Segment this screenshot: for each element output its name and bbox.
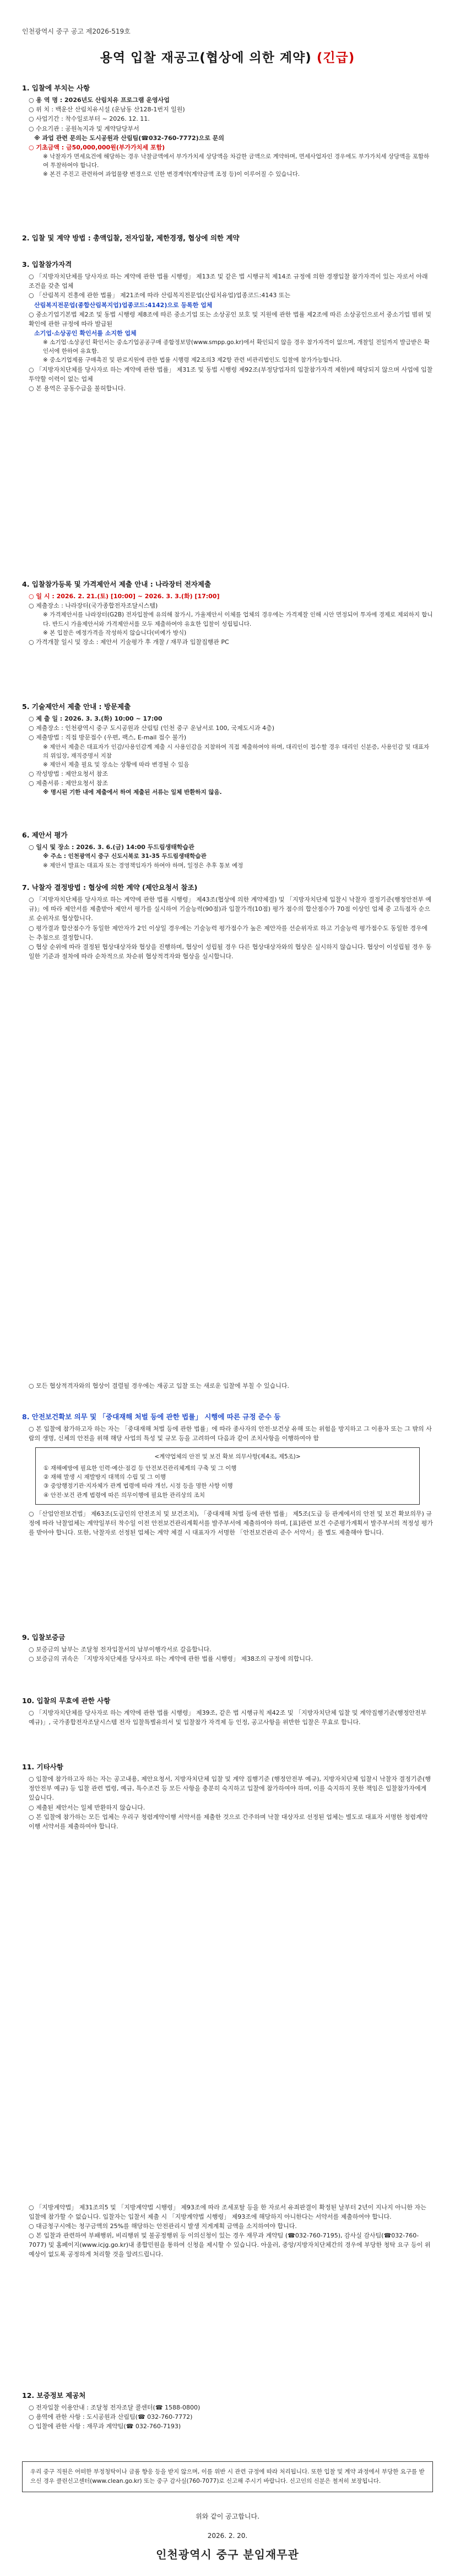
section-etc-continued (22, 2203, 433, 2259)
writing-method: ○ 작성방법 : 제안요청서 참조 (29, 770, 109, 778)
eligibility-6: ○ 「지방자치단체를 당사자로 하는 계약에 관한 법률」 제31조 및 동법 시행령 제92조(부정당업자의 입찰참가자격 제한)에 해당되지 않으며 사업에 입찰 투약할 이력이 없는 업체 (29, 366, 433, 383)
notice-date: 2026. 2. 20. (207, 2532, 248, 2540)
section-heading: 10. 입찰의 무효에 관한 사항 (22, 1697, 111, 1705)
service-period: ○ 사업기간 : 착수일로부터 ~ 2026. 12. 11. (29, 115, 150, 123)
section-technical-proposal (22, 701, 433, 797)
closing-statement: 위와 같이 공고합니다. (196, 2513, 259, 2520)
section-award-continued (22, 1381, 433, 1391)
submission-date: ○ 제 출 일 : 2026. 3. 3.(화) 10:00 ~ 17:00 (29, 715, 162, 723)
inquiry-contact: ※ 과업 관련 문의는 도시공원과 산림팀(☎032-760-7772)으로 문의 (34, 134, 224, 142)
etc-4: ○ 「지방계약법」 제31조의5 및 「지방계약법 시행령」 제93조에 따라 조세포탈 등을 한 자로서 유죄판결이 확정된 날부터 2년이 지나지 아니한 자는 입찰에 참가할 수 없습니다. 입찰자는 입찰서 제출 시 「지방계약법 시행령」 제93조에 해당하지 아니한다는 서약서를 제출하여야 합니다. (29, 2204, 426, 2221)
deposit-2: ○ 보증금의 귀속은 「지방자치단체를 당사자로 하는 계약에 관한 법률 시행령」 제38조의 규정에 의합니다. (29, 1655, 313, 1663)
section-eligibility (22, 259, 433, 393)
submission-method: ○ 제출방법 : 직접 방문접수 (우편, 팩스, E-mail 접수 불가) (29, 734, 187, 742)
eligibility-2: ○ 「산림복지 진흥에 관한 법률」 제21조에 따라 산림복지전문업(산림치유업)업종코드:4143 또는 (29, 292, 291, 299)
invalid-1: ○ 「지방자치단체를 당사자로 하는 계약에 관한 법률 시행령」 제39조, 같은 법 시행규칙 제42조 및 「지방자치단체 입찰 및 계약집행기준(행정안전부 예규)」, 국가종합전자조달시스템 전자 입찰특별유의서 및 입찰참가 자격제 등 인정, 공고사항을 위반한 입찰은 무효로 합니다. (29, 1709, 427, 1726)
eligibility-5: 소기업·소상공인 확인서를 소지한 업체 (34, 329, 137, 337)
registration-note-2: ※ 본 입찰은 예정가격을 작성하지 않습니다(비예가 방식) (43, 630, 187, 636)
eligibility-1: ○ 「지방자치단체를 당사자로 하는 계약에 관한 법률 시행령」 제13조 및 같은 법 시행규칙 제14조 규정에 의한 경쟁입찰 참가자격이 있는 자로서 아래 조건을 갖춘 업체 (29, 273, 428, 290)
section-heading: 7. 낙찰자 결정방법 : 협상에 의한 계약 (제안요청서 참조) (22, 883, 198, 892)
etc-3: ○ 본 입찰에 참가하는 모든 업체는 우리구 청렴계약이행 서약서를 제출한 것으로 간주하며 낙찰 대상자로 선정된 업체는 별도로 대표자 서명한 청렴계약이행 서약서를 제출하여야 합니다. (29, 1813, 428, 1830)
change-note: ※ 본건 주진고 관련하여 과업물량 변경으로 인한 변경계약(계약금액 조정 등)이 이루어질 수 있습니다. (43, 171, 300, 178)
issuer-name: 인천광역시 중구 분임재무관 (156, 2548, 299, 2561)
section-invalid (22, 1695, 433, 1727)
section-safety (22, 1412, 433, 1537)
evaluation-address: ※ 주소 : 인천광역시 중구 신도시북로 31-35 두드림생태학습관 (43, 853, 207, 860)
safety-duty-4: ④ 안전·보건 관계 법령에 따른 의무이행에 필요한 관리상의 조치 (44, 1491, 205, 1499)
safety-duty-1: ① 재해예방에 필요한 인력·예산·점검 등 안전보건관리체계의 구축 및 그 이행 (44, 1464, 237, 1472)
section-heading: 12. 보증정보 제공처 (22, 2391, 86, 2400)
section-heading: 8. 안전보건확보 의무 및 「중대재해 처벌 등에 관한 법률」 시행에 따른 규정 준수 등 (22, 1413, 281, 1421)
evaluation-schedule: ○ 일시 및 장소 : 2026. 3. 6.(금) 14:00 두드림생태학습관 (29, 844, 194, 851)
section-registration (22, 579, 433, 647)
registration-period: ○ 일 시 : 2026. 2. 21.(토) [10:00] ~ 2026. 3. 3.(화) [17:00] (29, 593, 220, 600)
registration-place: ○ 제출장소 : 나라장터(국가종합전자조달시스템) (29, 602, 158, 610)
safety-1: ○ 본 입찰에 참가하고자 하는 자는 「중대재해 처벌 등에 관한 법률」에 따라 종사자의 안전·보건상 유해 또는 위험을 방지하고 그 이용자 또는 그 밖의 사람의 생명, 신체의 안전을 위해 해당 사업의 특성 및 규모 등을 고려하여 다음과 같이 조치사항을 이행하여야 함 (29, 1425, 432, 1442)
service-location: ○ 위 치 : 백운산 산림치유시설 (운남동 산128-1번지 일원) (29, 106, 185, 114)
safety-duties-box (35, 1447, 420, 1504)
eligibility-4: ○ 중소기업기본법 제2조 및 동법 시행령 제8조에 따른 중소기업 또는 소상공인 보호 및 지원에 관한 법률 제2조에 따른 소상공인으로서 중소기업 범위 및 확인에 관한 규정에 따라 발급된 (29, 310, 431, 328)
section-etc (22, 1762, 433, 1831)
price-opening: ○ 가격개찰 일시 및 장소 : 제안서 기술평가 후 개찰 / 재무과 입찰집행관 PC (29, 638, 229, 646)
etc-1: ○ 입찰에 참가하고자 하는 자는 공고내용, 제안요청서, 지방자치단체 입찰 및 계약 집행기준 (행정안전부 예규), 지방자치단체 입찰시 낙찰자 결정기준(행정안전부 예규) 등 입찰 관련 법령, 예규, 특수조건 등 모든 사항을 충분히 숙지하고 입찰에 참가하여야 하며, 이를 숙지하지 못한 책임은 입찰참가자에게 있습니다. (29, 1775, 431, 1802)
demand-dept: ○ 수요기관 : 공원녹지과 및 계약담당부서 (29, 125, 139, 132)
etc-2: ○ 제출된 제안서는 일체 반환하지 않습니다. (29, 1804, 145, 1811)
section-heading: 5. 기술제안서 제출 안내 : 방문제출 (22, 702, 131, 711)
award-1: ○ 「지방자치단체를 당사자로 하는 계약에 관한 법률 시행령」 제43조(협상에 의한 계약체결) 및 「지방자치단체 입찰시 낙찰자 결정기준(행정안전부 예규)」에 따라 제안서를 제출받아 제안서 평가를 실시하여 기술능력(90점)과 입찰가격(10점) 평가 점수의 합산점수가 70점 이상인 업체 중 고득점자 순으로 순위자로 협상합니다. (29, 896, 432, 922)
submission-place: ○ 제출장소 : 인천광역시 중구 도시공원과 산림팀 (인천 중구 운남서로 100, 국제도시과 4층) (29, 724, 274, 732)
urgent-tag: (긴급) (316, 51, 355, 65)
section-evaluation (22, 830, 433, 870)
eligibility-7: ○ 본 용역은 공동수급을 불허합니다. (29, 384, 126, 392)
page-title (0, 49, 455, 68)
submission-note-3: ※ 명시된 기한 내에 제출에서 하여 제출된 서류는 일체 반환하지 않음. (43, 789, 222, 796)
section-heading: 4. 입찰참가등록 및 가격제안서 제출 안내 : 나라장터 전자제출 (22, 580, 212, 588)
etc-6: ○ 본 입찰과 관련하여 부패행위, 비리행위 및 불공정행위 등 이의신청이 있는 경우 재무과 계약팀 (☎032-760-7195), 감사실 감사팀(☎032-760-7077) 및 홈페이지(www.icjg.go.kr)내 종합민원을 통하여 신청을 제시할 수 있습니다. 아울러, 중앙/지방자치단체간의 경우에 부당한 청탁 요구 등이 위 예상이 없도록 공정하게 처리할 것을 알려드립니다. (29, 2232, 431, 2258)
submission-docs: ○ 제출서류 : 제안요청서 참조 (29, 780, 109, 787)
section-heading: 9. 입찰보증금 (22, 1633, 66, 1641)
submission-note-2: ※ 제안서 제출 필요 및 장소는 상황에 따라 변경될 수 있음 (43, 761, 189, 769)
section-heading: 6. 제안서 평가 (22, 831, 68, 839)
award-2: ○ 평가결과 합산점수가 동일한 제안자가 2인 이상일 경우에는 기술능력 평가점수가 높은 제안자를 선순위자로 하고 기술능력 평가점수도 동일한 경우에는 추첨으로 결정합니다. (29, 924, 428, 941)
deposit-1: ○ 보증금의 납부는 조달청 전자입찰서의 납부이행각서로 갈음합니다. (29, 1646, 212, 1654)
integrity-notice-box (22, 2461, 433, 2492)
section-deposit (22, 1632, 433, 1663)
contact-service: ○ 용역에 관한 사항 : 도시공원과 산림팀(☎ 032-760-7772) (29, 2413, 193, 2421)
contact-g2b: ○ 전자입찰 이용안내 : 조달청 전자조달 콜센터(☎ 1588-0800) (29, 2404, 201, 2412)
award-4: ○ 모든 협상적격자와의 협상이 결렬될 경우에는 재공고 입찰 또는 새로운 입찰에 부칠 수 있습니다. (29, 1382, 289, 1389)
base-price: ○ 기초금액 : 금50,000,000원(부가가치세 포함) (29, 143, 165, 151)
safety-duty-3: ③ 중앙행정기관·지자체가 관계 법령에 따라 개선, 시정 등을 명한 사항 이행 (44, 1483, 233, 1490)
submission-note-1: ※ 제안서 제출은 대표자가 인감/사용인감계 제출 시 사용인감을 지참하여 직접 제출하여야 하며, 대리인이 접수할 경우 대리인 신분증, 사용인감 및 대표자의 위임장, 재직증명서 지참 (43, 743, 430, 759)
section-heading: 11. 기타사항 (22, 1763, 63, 1771)
title-main: 용역 입찰 재공고(협상에 의한 계약) (100, 51, 312, 65)
evaluation-note: ※ 제안서 발표는 대표자 또는 경영책임자가 하여야 하며, 일정은 추후 통보 예정 (43, 862, 243, 869)
section-heading: 3. 입찰참가자격 (22, 260, 72, 269)
eligibility-3: 산림복지전문업(종합산림복지업)업종코드:4142)으로 등록한 업체 (34, 301, 213, 309)
section-heading: 1. 입찰에 부치는 사항 (22, 84, 90, 92)
safety-box-title: <계약업체의 안전 및 보건 확보 의무사항(제4조, 제5조)> (154, 1453, 301, 1461)
vat-note: ※ 낙찰자가 면세요건에 해당하는 경우 낙찰금액에서 부가가치세 상당액을 차감한 금액으로 계약하며, 면세사업자인 경우에도 부가가치세 상당액을 포함하여 투찰하여야 합니다. (43, 153, 430, 169)
safety-duty-2: ② 재해 발생 시 재발방지 대책의 수립 및 그 이행 (44, 1474, 166, 1480)
section-heading: 2. 입찰 및 계약 방법 : 총액입찰, 전자입찰, 제한경쟁, 협상에 의한 계약 (22, 234, 240, 242)
integrity-notice-text: 우리 중구 직원은 어떠한 부정청탁이나 금품 향응 등을 받지 않으며, 이를 위반 시 관련 규정에 따라 처리됩니다. 또한 입찰 및 계약 과정에서 부당한 요구를 받으신 경우 클린신고센터(www.clean.go.kr) 또는 중구 감사실(760-7077)로 신고해 주시기 바랍니다. 신고인의 신분은 철저히 보장됩니다. (30, 2468, 425, 2484)
document-number: 인천광역시 중구 공고 제2026-519호 (22, 28, 131, 35)
registration-note-1: ※ 가격제안서를 나라장터(G2B) 전자입찰에 유의해 참가시, 가율제안서 이체를 업체의 경우에는 가격제잘 인해 시안 면정되어 투자에 경제로 제외하지 합니다. 반드시 가율제안서와 가격제안서를 모두 제출하여야 유효한 입찰이 성립됩니다. (43, 611, 433, 627)
eligibility-note-1: ※ 소기업·소상공인 확인서는 중소기업공공구매 종합정보망(www.smpp.go.kr)에서 확인되지 않을 경우 참가자격이 없으며, 개찰일 전일까지 발급받은 확인서에 한하여 유효함. (43, 339, 430, 355)
contact-bid: ○ 입찰에 관한 사항 : 재무과 계약팀(☎ 032-760-7193) (29, 2423, 181, 2430)
section-method (22, 233, 433, 245)
section-bid-items (22, 83, 433, 179)
section-award (22, 882, 433, 961)
service-name: ○ 용 역 명 : 2026년도 산림치유 프로그램 운영사업 (29, 96, 170, 104)
section-contacts (22, 2390, 433, 2432)
eligibility-note-2: ※ 중소기업제품 구매촉진 및 판로지원에 관한 법률 시행령 제2조의3 제2항 관련 비관리법인도 입찰에 참가가능합니다. (43, 357, 342, 364)
safety-2: ○ 「산업안전보건법」 제63조(도급인의 안전조치 및 보건조치), 「중대재해 처벌 등에 관한 법률」 제5조(도급 등 관계에서의 안전 및 보건 확보의무) 규정에 따라 낙찰업체는 계약일부터 착수일 이전 안전보건관리계획서를 발주부서에 제출하여야 하며, [표]관련 보건 수준평가계획서 발주부서의 적정성 평가를 받아야 합니다. 또한, 낙찰자로 선정된 업체는 계약 체결 시 대표자가 서명한 「안전보건관리 준수 서약서」를 별도 제출해야 합니다. (29, 1510, 433, 1536)
etc-5: ○ 대금청구시에는 청구금액의 25%를 해당하는 안전관리시 발생 지게계획 금액을 소지하여야 합니다. (29, 2223, 297, 2230)
award-3: ○ 협상 순위에 따라 결정된 협상대상자와 협상을 진행하며, 협상이 성립될 경우 다른 협상대상자와의 협상은 실시하지 않습니다. 협상이 이성립될 경우 동일한 기준과 절차에 따라 순차적으로 차순위 협상적격자와 협상을 실시합니다. (29, 943, 432, 960)
